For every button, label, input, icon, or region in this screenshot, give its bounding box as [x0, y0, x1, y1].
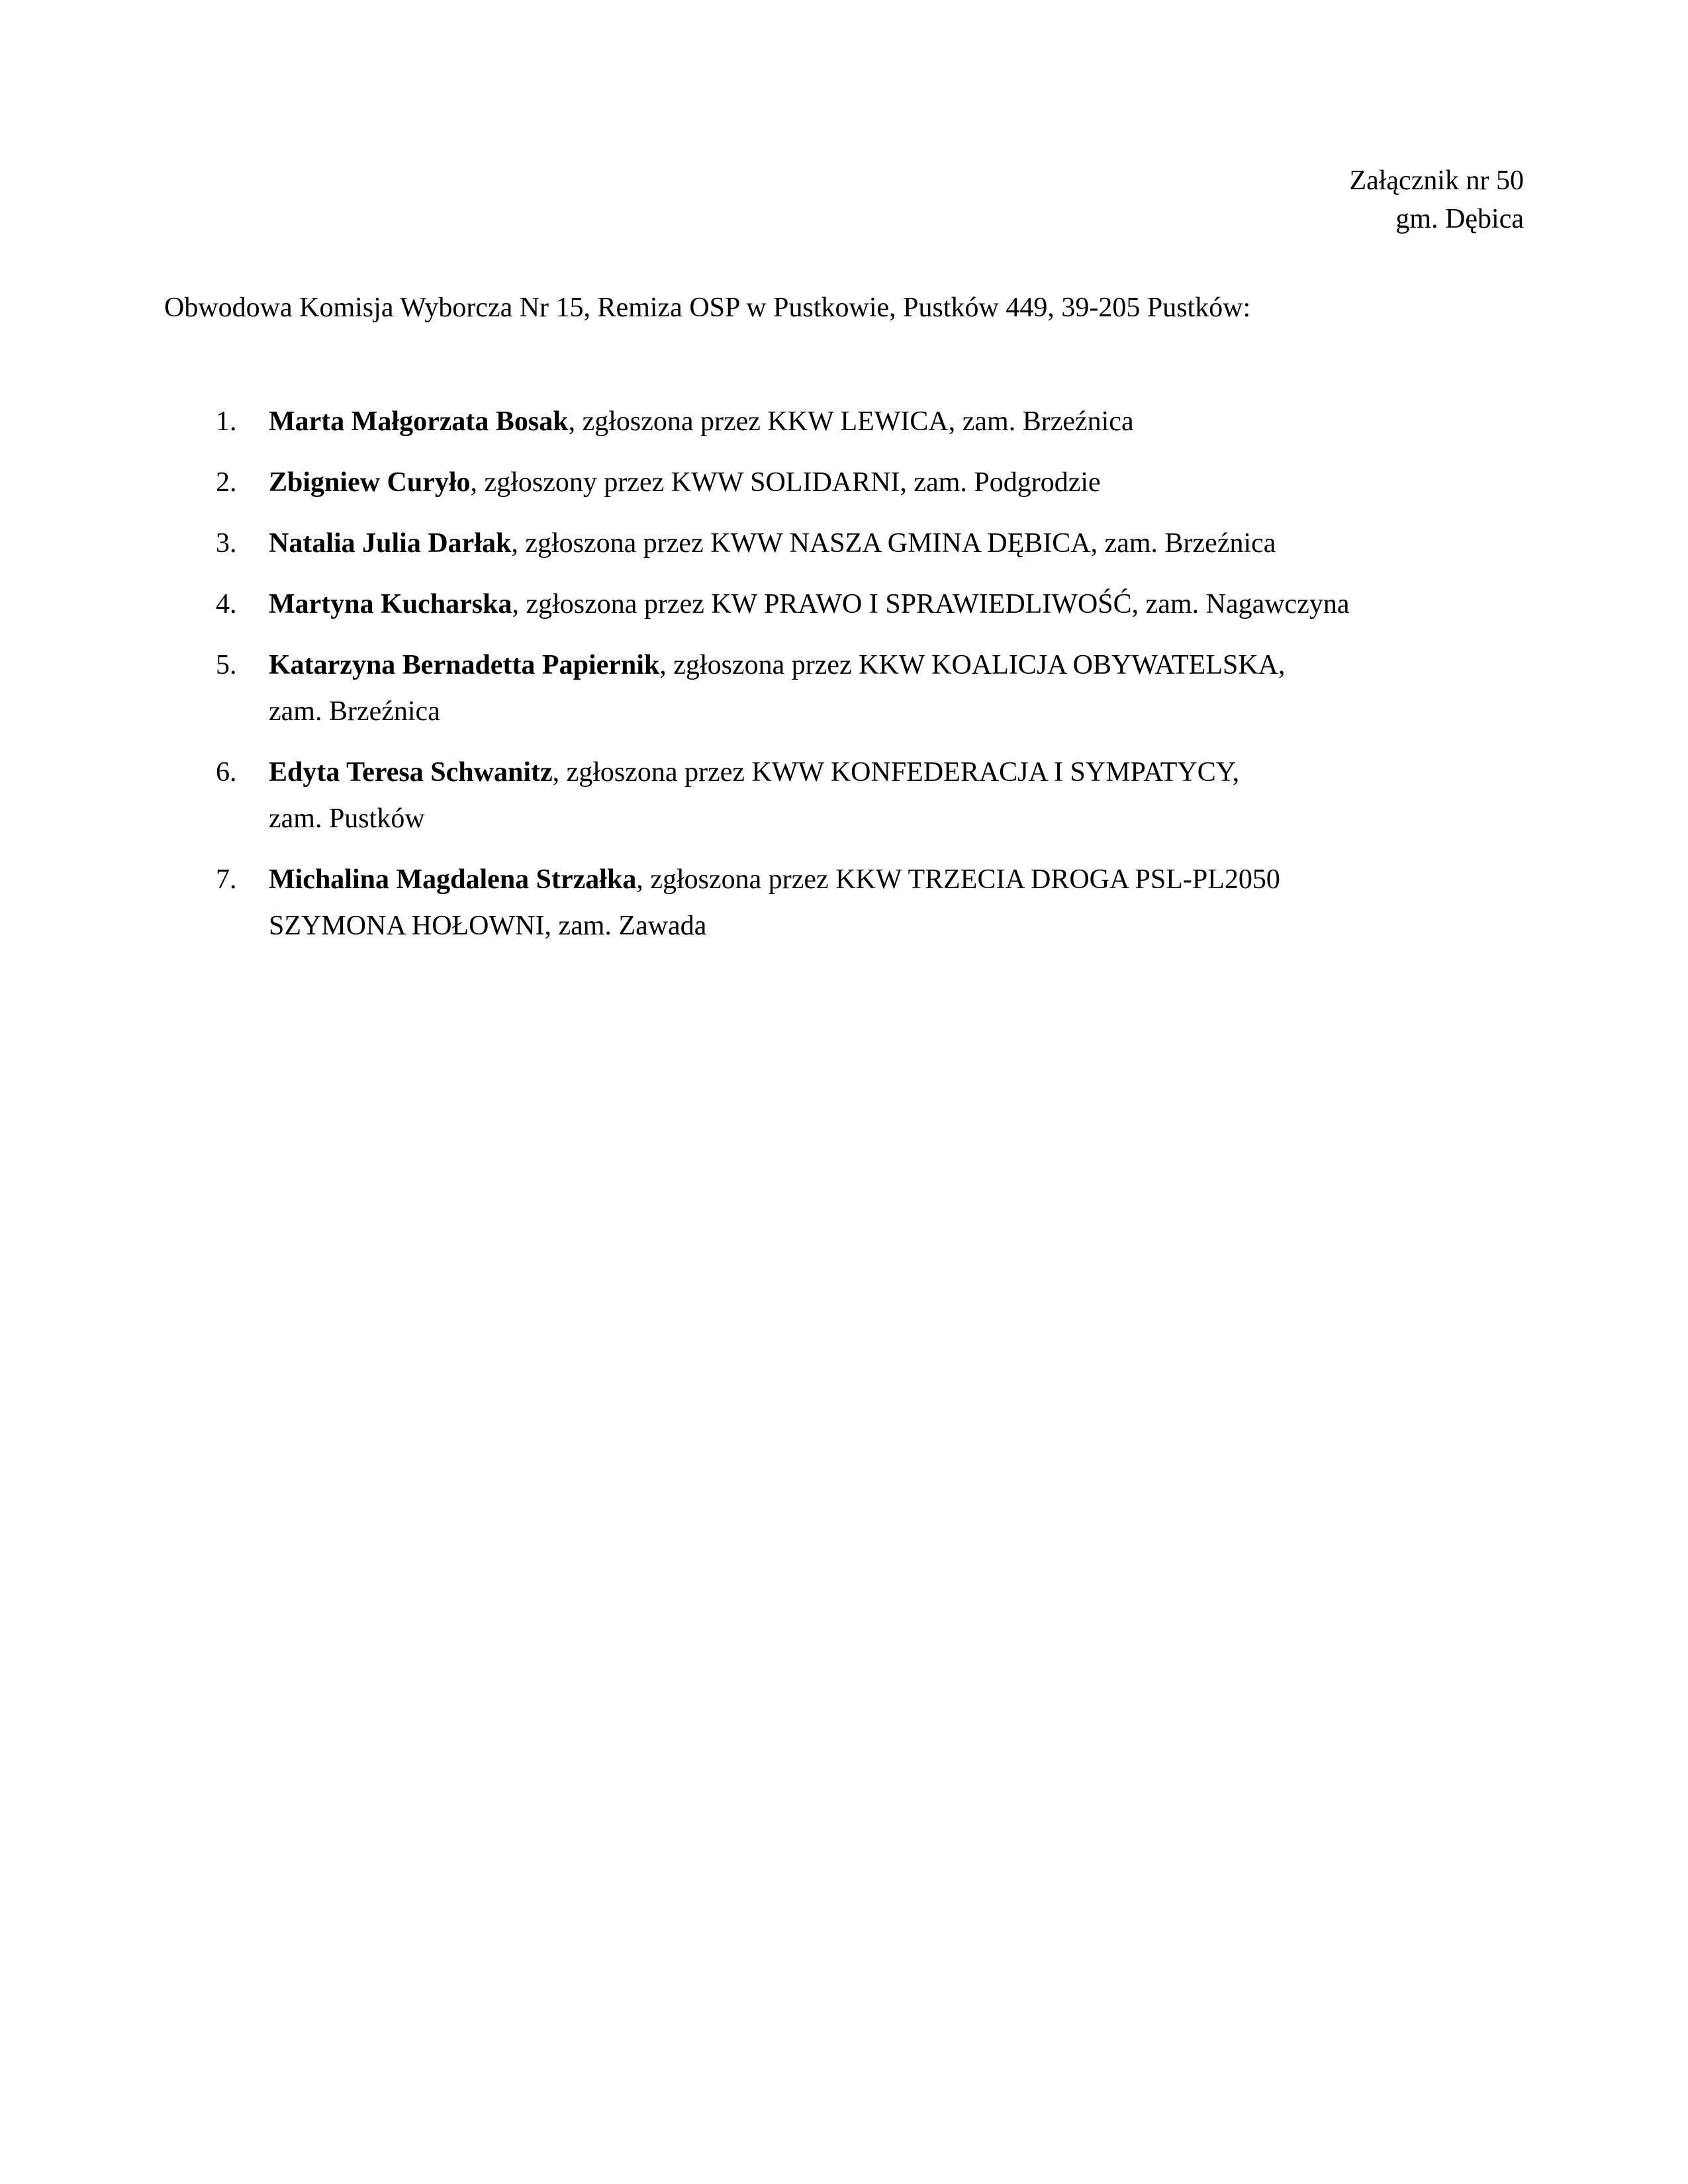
- list-item: [164, 398, 1554, 445]
- item-number: 5.: [216, 650, 237, 680]
- list-item: [164, 581, 1554, 627]
- member-details: , zgłoszona przez KW PRAWO I SPRAWIEDLIWOŚĆ, zam. Nagawczyna: [512, 589, 1350, 619]
- member-details-continued: SZYMONA HOŁOWNI, zam. Zawada: [269, 911, 707, 941]
- member-name: Katarzyna Bernadetta Papiernik: [269, 650, 660, 680]
- member-name: Natalia Julia Darłak: [269, 528, 512, 559]
- member-details: , zgłoszona przez KWW KONFEDERACJA I SYMPATYCY,: [552, 757, 1240, 788]
- commission-heading: Obwodowa Komisja Wyborcza Nr 15, Remiza OSP w Pustkowie, Pustków 449, 39-205 Pustków:: [164, 293, 1251, 323]
- member-name: Marta Małgorzata Bosak: [269, 406, 569, 437]
- item-number: 3.: [216, 528, 237, 559]
- member-name: Martyna Kucharska: [269, 589, 512, 619]
- item-number: 4.: [216, 589, 237, 619]
- member-details: , zgłoszona przez KKW LEWICA, zam. Brzeźnica: [568, 406, 1134, 437]
- member-details: , zgłoszona przez KKW TRZECIA DROGA PSL-PL2050: [636, 864, 1280, 895]
- list-item: [164, 520, 1554, 567]
- list-item: [164, 856, 1554, 949]
- member-details: , zgłoszony przez KWW SOLIDARNI, zam. Podgrodzie: [470, 467, 1101, 498]
- member-details: , zgłoszona przez KKW KOALICJA OBYWATELSKA,: [659, 650, 1286, 680]
- member-details-continued: zam. Pustków: [269, 803, 425, 834]
- member-details: , zgłoszona przez KWW NASZA GMINA DĘBICA, zam. Brzeźnica: [511, 528, 1276, 559]
- item-number: 2.: [216, 467, 237, 498]
- item-number: 1.: [216, 406, 237, 437]
- annex-municipality: gm. Dębica: [1395, 204, 1524, 234]
- item-number: 6.: [216, 757, 237, 788]
- member-name: Michalina Magdalena Strzałka: [269, 864, 637, 895]
- annex-header: [1349, 161, 1524, 238]
- member-name: Zbigniew Curyło: [269, 467, 471, 498]
- item-number: 7.: [216, 864, 237, 895]
- annex-number: Załącznik nr 50: [1349, 165, 1524, 196]
- member-details-continued: zam. Brzeźnica: [269, 696, 440, 727]
- member-list: [164, 398, 1554, 964]
- list-item: [164, 749, 1554, 842]
- list-item: [164, 459, 1554, 506]
- list-item: [164, 642, 1554, 735]
- member-name: Edyta Teresa Schwanitz: [269, 757, 553, 788]
